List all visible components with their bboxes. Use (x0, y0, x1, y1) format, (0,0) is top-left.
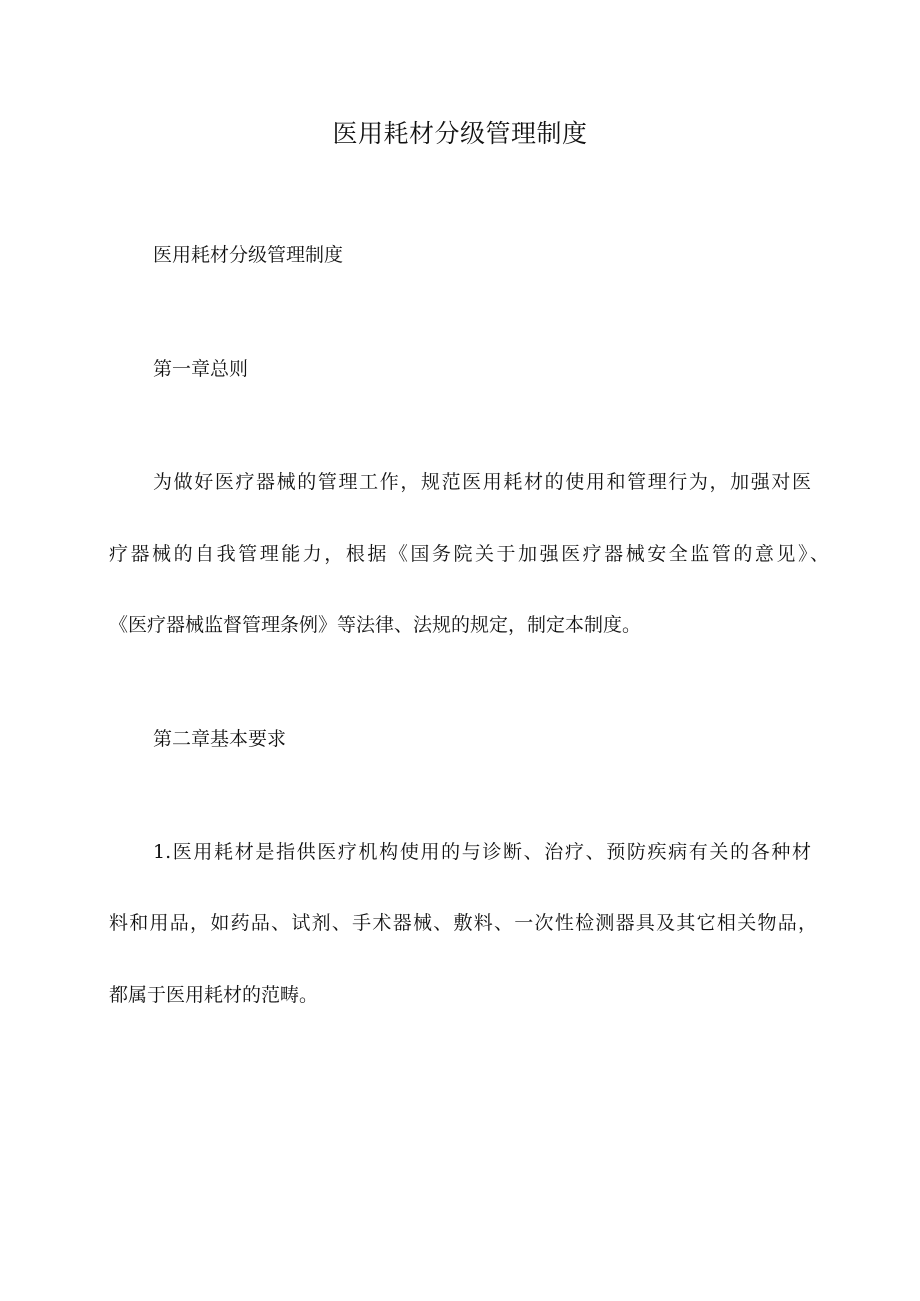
chapter-1-heading: 第一章总则 (153, 358, 249, 380)
chapter-1-paragraph-line-2: 疗器械的自我管理能力，根据《国务院关于加强医疗器械安全监管的意见》、 (109, 543, 829, 565)
chapter-2-paragraph-line-1: 1.医用耗材是指供医疗机构使用的与诊断、治疗、预防疾病有关的各种材 (153, 841, 811, 863)
chapter-2-paragraph-line-3: 都属于医用耗材的范畴。 (109, 984, 319, 1006)
chapter-1-paragraph-line-3: 《医疗器械监督管理条例》等法律、法规的规定，制定本制度。 (109, 614, 642, 636)
document-subtitle: 医用耗材分级管理制度 (153, 244, 344, 266)
document-title: 医用耗材分级管理制度 (332, 119, 588, 148)
chapter-2-heading: 第二章基本要求 (153, 728, 287, 750)
chapter-2-paragraph-line-2: 料和用品，如药品、试剂、手术器械、敷料、一次性检测器具及其它相关物品， (109, 912, 817, 934)
chapter-1-paragraph-line-1: 为做好医疗器械的管理工作，规范医用耗材的使用和管理行为，加强对医 (153, 471, 811, 493)
